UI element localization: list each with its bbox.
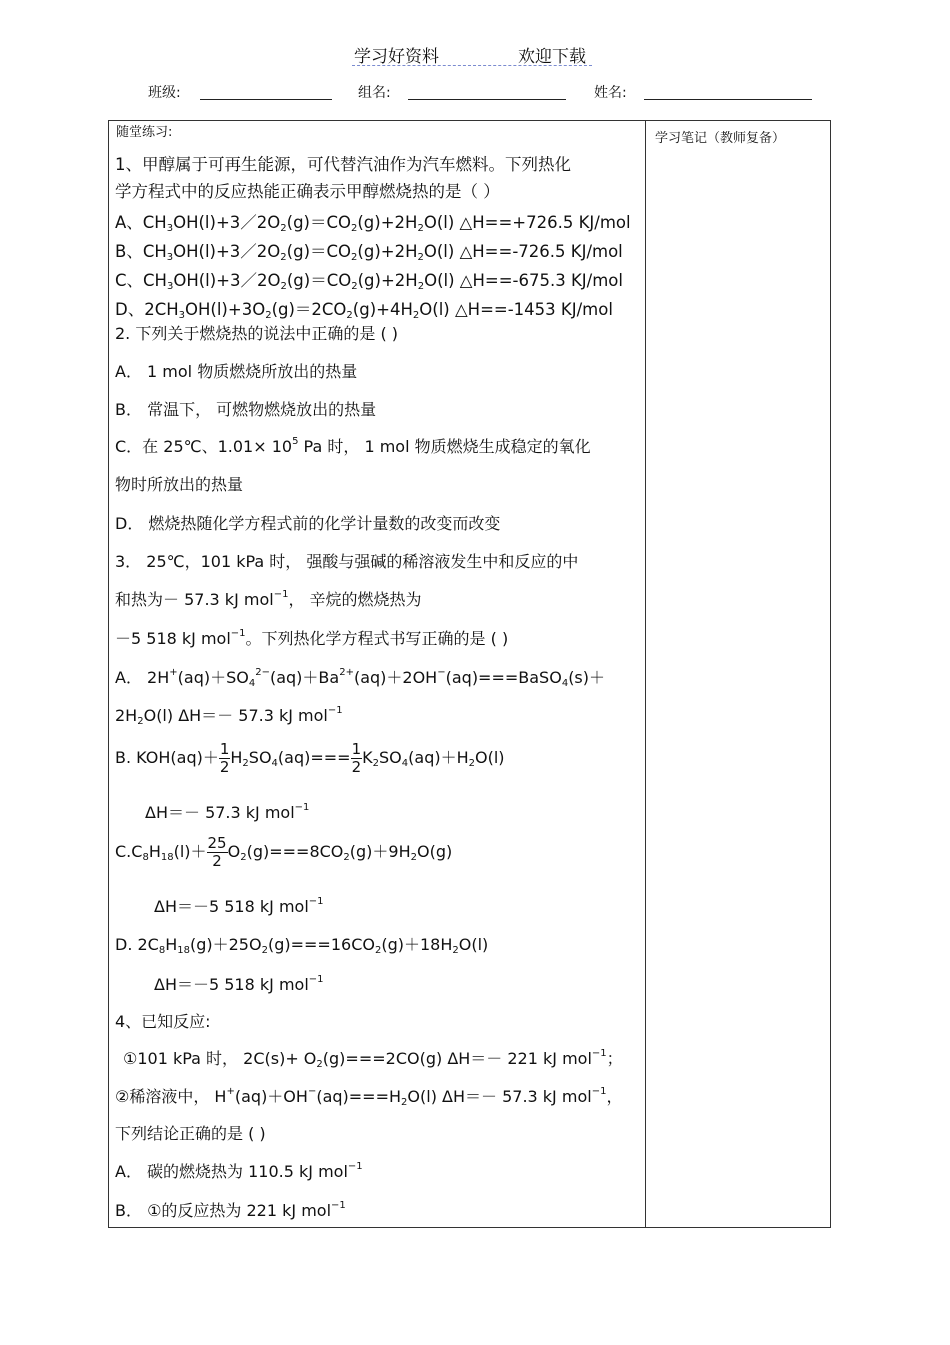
q4-reaction1: ①101 kPa 时， $2C(s)+ O_2(g)===2CO(g)$ ΔH＝－ 221 kJ mol$^{-1}$； <box>123 1047 623 1070</box>
column-divider <box>645 121 646 1227</box>
header-right-text: 欢迎下载 <box>518 47 586 67</box>
header-dashed-underline <box>352 65 592 66</box>
q4-title: 4、已知反应: <box>115 1012 211 1031</box>
q2-stem: 2. 下列关于燃烧热的说法中正确的是 ( ) <box>115 324 399 343</box>
q1-option-b: B、$CH_3OH(l)+3/2O_2(g)=CO_2(g)+2H_2O(l)$ △H==-726.5 KJ/mol <box>115 242 623 263</box>
q3-line2 <box>115 587 422 610</box>
q1-option-d: D、$2CH_3OH(l)+3O_2(g)=2CO_2(g)+4H_2O(l)$ △H==-1453 KJ/mol <box>115 300 613 321</box>
q3-l3: －5 518 kJ mol <box>115 629 231 648</box>
q4-option-b: B． ①的反应热为 221 kJ mol$^{-1}$ <box>115 1199 346 1220</box>
section-title: 随堂练习: <box>116 125 173 140</box>
q4-r2c: (aq)===H <box>316 1087 402 1106</box>
q3-option-c: $C.C_8H_{18}(l)+$ $\frac{25}{2}$ $O_2(g)===8CO_2(g)+9H_2O(g)$ <box>115 834 453 870</box>
q3-option-d: D. $2C_8H_{18}(g)+25O_2(g)===16CO_2(g)+18H_2O(l)$ <box>115 935 489 956</box>
q3-l2-exp: −1 <box>273 588 289 600</box>
q1-c-dh: △H==-675.3 KJ/mol <box>459 271 623 290</box>
q3-line3 <box>115 626 508 649</box>
q3-option-d-dh: ΔH＝－5 518 kJ mol$^{-1}$ <box>154 973 324 994</box>
header-left-text: 学习好资料 <box>354 47 439 67</box>
q3-option-c-dh: ΔH＝－5 518 kJ mol$^{-1}$ <box>154 895 324 916</box>
q2-option-c <box>115 434 591 457</box>
q4-r1: ①101 kPa 时， 2C(s)+ O <box>123 1049 317 1068</box>
q3-l2: 和热为－ 57.3 kJ mol <box>115 590 274 609</box>
q4-b: B． ①的反应热为 221 kJ mol <box>115 1201 332 1220</box>
q4-r2e: ， <box>606 1087 623 1106</box>
q4-r2d: O(l) ΔH＝－ 57.3 kJ mol <box>407 1087 592 1106</box>
group-blank[interactable] <box>408 99 566 100</box>
q3-l3-exp: −1 <box>230 627 246 639</box>
q3-option-a-cont: $2H_2O(l)$ ΔH＝－ 57.3 kJ mol$^{-1}$ <box>115 704 343 727</box>
q2-option-a: A． 1 mol 物质燃烧所放出的热量 <box>115 362 358 381</box>
page-header <box>0 42 950 72</box>
q4-r1c: ； <box>606 1049 623 1068</box>
q4-option-a: A． 碳的燃烧热为 110.5 kJ mol$^{-1}$ <box>115 1160 363 1181</box>
q2-c-pre: C．在 25℃、1.01× 10 <box>115 437 293 456</box>
q2-option-c-cont: 物时所放出的热量 <box>115 475 244 494</box>
q2-c-exponent: 5 <box>292 435 299 447</box>
q3-l2b: ， 辛烷的燃烧热为 <box>288 590 422 609</box>
q3-option-b: B. KOH(aq)＋ $\frac{1}{2}$ $H_2SO_4(aq)===$ $\frac{1}{2}$ $K_2SO_4(aq)+H_2O(l)$ <box>115 740 505 776</box>
q1-option-c: C、$CH_3OH(l)+3/2O_2(g)=CO_2(g)+2H_2O(l)$ △H==-675.3 KJ/mol <box>115 271 623 292</box>
q4-stem: 下列结论正确的是 ( ) <box>115 1124 266 1143</box>
q1-b-dh: △H==-726.5 KJ/mol <box>459 242 623 261</box>
student-info-row <box>0 82 950 106</box>
q2-option-d: D． 燃烧热随化学方程式前的化学计量数的改变而改变 <box>115 514 501 533</box>
q4-r1b: (g)===2CO(g) ΔH＝－ 221 kJ mol <box>322 1049 592 1068</box>
exercise-table <box>108 120 831 1228</box>
q3-option-a: A． $2H^+(aq)+SO_4^{2-}(aq)+Ba^{2+}(aq)+2OH^-(aq)===BaSO_4(s)+$ <box>115 666 606 689</box>
q3-line1: 3． 25℃，101 kPa 时， 强酸与强碱的稀溶液发生中和反应的中 <box>115 552 579 571</box>
q4-r2b: (aq)＋OH <box>234 1087 308 1106</box>
group-label: 组名: <box>358 85 391 101</box>
name-label: 姓名: <box>594 85 627 101</box>
q2-c-post: Pa 时， 1 mol 物质燃烧生成稳定的氧化 <box>298 437 591 456</box>
notes-column-title: 学习笔记（教师复备） <box>655 131 786 146</box>
q1-d-dh: △H==-1453 KJ/mol <box>454 300 613 319</box>
q1-a-dh: △H==+726.5 KJ/mol <box>459 213 631 232</box>
name-blank[interactable] <box>644 99 812 100</box>
q2-option-b: B． 常温下， 可燃物燃烧放出的热量 <box>115 400 377 419</box>
q4-reaction2: ②稀溶液中， $H^+(aq)+OH^-(aq)===H_2O(l)$ ΔH＝－ 57.3 kJ mol$^{-1}$， <box>115 1085 623 1108</box>
q3-l3b: 。下列热化学方程式书写正确的是 ( ) <box>245 629 509 648</box>
q1-line1: 1、甲醇属于可再生能源，可代替汽油作为汽车燃料。下列热化 <box>115 155 571 174</box>
class-blank[interactable] <box>200 99 332 100</box>
q3-option-b-dh: ΔH＝－ 57.3 kJ mol$^{-1}$ <box>145 801 310 822</box>
q4-a: A． 碳的燃烧热为 110.5 kJ mol <box>115 1162 348 1181</box>
q4-r2: ②稀溶液中， H <box>115 1087 227 1106</box>
class-label: 班级: <box>148 85 181 101</box>
q1-option-a: A、$CH_3OH(l)+3/2O_2(g)=CO_2(g)+2H_2O(l)$ △H==+726.5 KJ/mol <box>115 213 631 234</box>
q1-line2: 学方程式中的反应热能正确表示甲醇燃烧热的是（ ） <box>115 182 500 201</box>
